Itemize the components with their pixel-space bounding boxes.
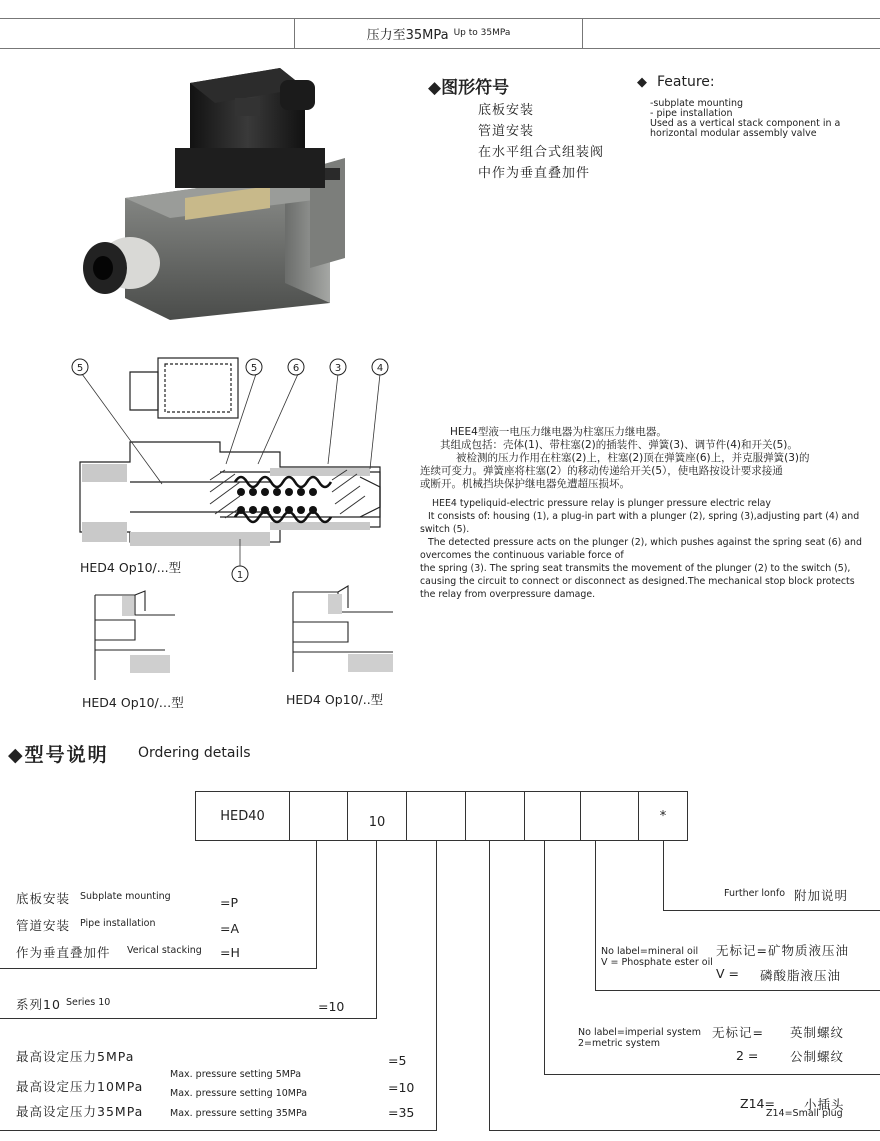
description-cn-line: HEE4型液一电压力继电器为柱塞压力继电器。: [450, 426, 667, 438]
description-cn-line: 被检测的压力作用在柱塞(2)上，柱塞(2)顶在弹簧座(6)上，并克服弹簧(3)的: [456, 452, 810, 464]
thread-cn-2: 公制螺纹: [790, 1049, 845, 1064]
code-box-plug: [465, 791, 525, 841]
leader-line: [376, 841, 377, 1019]
diagram-caption-right: HED4 Op10/..型: [286, 692, 384, 707]
thread-cn-1: 英制螺纹: [790, 1025, 845, 1040]
feature-en-title: Feature:: [657, 74, 715, 90]
mounting-cn: 作为垂直叠加件: [16, 945, 111, 960]
ordering-title-en: Ordering details: [138, 745, 251, 761]
thread-en-2: 2=metric system: [578, 1038, 660, 1049]
code-box-mounting: [289, 791, 348, 841]
header-title-en: Up to 35MPa: [453, 28, 511, 38]
leader-line: [0, 1018, 377, 1019]
feature-en-line: Used as a vertical stack component in a: [650, 118, 841, 129]
series-cn: 系列10: [16, 997, 61, 1012]
further-cn: 附加说明: [794, 888, 849, 903]
pressure-code: =10: [388, 1080, 415, 1095]
product-photo: [75, 58, 375, 320]
description-en-line: The detected pressure acts on the plunger (2), which pushes against the spring seat (6) and: [428, 537, 862, 548]
plug-code: Z14=: [740, 1096, 775, 1111]
diagram-caption-left: HED4 Op10/…型: [82, 695, 184, 710]
feature-en-line: - pipe installation: [650, 108, 733, 119]
series-code: =10: [318, 999, 345, 1014]
pressure-code: =35: [388, 1105, 415, 1120]
pressure-en: Max. pressure setting 10MPa: [170, 1088, 308, 1099]
series-en: Series 10: [66, 997, 111, 1008]
feature-cn-item: 中作为垂直叠加件: [478, 166, 591, 181]
leader-line: [544, 1074, 880, 1075]
feature-cn-item: 在水平组合式组装阀: [478, 145, 605, 160]
plug-cn: 小插头: [804, 1097, 845, 1112]
feature-cn-item: 管道安装: [478, 124, 535, 139]
leader-line: [0, 1130, 437, 1131]
oil-cn-2-code: V =: [716, 966, 739, 981]
description-en: [420, 497, 880, 601]
plug-en: Z14=Small plug: [766, 1108, 843, 1119]
mounting-code: =P: [220, 895, 239, 910]
callout-label: 6: [292, 363, 300, 374]
thread-cn-2-code: 2 =: [736, 1048, 759, 1063]
callout-label: 4: [376, 363, 384, 374]
leader-line: [544, 841, 545, 1075]
feature-en-list: [650, 99, 840, 139]
feature-cn-title: ◆图形符号: [428, 78, 510, 98]
callout-label: 5: [250, 363, 258, 374]
mounting-cn: 管道安装: [16, 918, 71, 933]
code-box-model: HED40: [195, 791, 290, 841]
thread-en-1: No label=imperial system: [578, 1027, 702, 1038]
mounting-cn: 底板安装: [16, 891, 71, 906]
mounting-en: Pipe installation: [80, 918, 156, 929]
callout-label: 5: [76, 363, 84, 374]
description-cn-line: 或断开。机械挡块保护继电器免遭超压损坏。: [420, 478, 630, 490]
code-box-oil: [580, 791, 639, 841]
description-en-line: the relay from overpressure damage.: [420, 589, 596, 600]
partial-drawing-left: [90, 590, 185, 685]
partial-drawing-right: [288, 582, 403, 677]
callout-label: 3: [334, 363, 342, 374]
description-cn-line: 其组成包括：壳体(1)、带柱塞(2)的插装件、弹簧(3)、调节件(4)和开关(5)。: [440, 439, 798, 451]
leader-line: [489, 841, 490, 1131]
leader-line: [595, 841, 596, 991]
oil-en-1: No label=mineral oil: [601, 946, 699, 957]
oil-cn-2: 磷酸脂液压油: [760, 968, 842, 983]
pressure-en: Max. pressure setting 5MPa: [170, 1069, 302, 1080]
callout-label: 1: [236, 570, 244, 581]
oil-cn-1: 无标记=矿物质液压油: [716, 943, 849, 958]
mounting-code: =A: [220, 921, 240, 936]
code-box-further: *: [638, 791, 688, 841]
description-cn: [420, 426, 880, 491]
code-box-series: 10: [347, 791, 407, 841]
header-title-cn: 压力至35MPa: [366, 27, 449, 43]
diagram-caption-main: HED4 Op10/...型: [80, 560, 182, 575]
oil-en-2: V = Phosphate ester oil: [601, 957, 713, 968]
mounting-en: Verical stacking: [127, 945, 202, 956]
feature-en-line: horizontal modular assembly valve: [650, 128, 817, 139]
leader-line: [663, 910, 880, 911]
thread-cn-1-code: 无标记=: [712, 1025, 764, 1040]
header-title: [294, 18, 583, 48]
leader-line: [0, 968, 317, 969]
mounting-code: =H: [220, 945, 240, 960]
pressure-en: Max. pressure setting 35MPa: [170, 1108, 308, 1119]
pressure-cn: 最高设定压力5MPa: [16, 1049, 135, 1064]
leader-line: [316, 841, 317, 969]
description-cn-line: 连续可变力。弹簧座将柱塞(2）的移动传递给开关(5），使电路按设计要求接通: [420, 465, 783, 477]
feature-cn-list: [478, 100, 604, 184]
pressure-code: =5: [388, 1053, 407, 1068]
code-box-thread: [524, 791, 581, 841]
description-en-line: causing the circuit to connect or disconnect as designed.The mechanical stop block protects: [420, 576, 855, 587]
ordering-title-cn: ◆型号说明: [8, 744, 109, 766]
description-en-line: HEE4 typeliquid-electric pressure relay is plunger pressure electric relay: [432, 498, 771, 509]
feature-en-line: -subplate mounting: [650, 98, 744, 109]
header-bottom-rule: [0, 48, 880, 49]
pressure-cn: 最高设定压力35MPa: [16, 1104, 144, 1119]
leader-line: [663, 841, 664, 911]
further-en: Further lonfo: [724, 888, 786, 899]
description-en-line: It consists of: housing (1), a plug-in part with a plunger (2), spring (3),adjusting part (4) and: [428, 511, 860, 522]
leader-line: [436, 841, 437, 1131]
feature-en-title-bullet: ◆: [637, 75, 647, 90]
description-en-line: switch (5).: [420, 524, 470, 535]
section-drawing: [70, 352, 410, 582]
pressure-cn: 最高设定压力10MPa: [16, 1079, 144, 1094]
feature-cn-item: 底板安装: [478, 103, 535, 118]
leader-line: [489, 1130, 880, 1131]
code-box-pressure: [406, 791, 466, 841]
description-en-line: the spring (3). The spring seat transmits the movement of the plunger (2) to the switch (5),: [420, 563, 851, 574]
leader-line: [595, 990, 880, 991]
mounting-en: Subplate mounting: [80, 891, 171, 902]
description-en-line: overcomes the continuous variable force of: [420, 550, 624, 561]
